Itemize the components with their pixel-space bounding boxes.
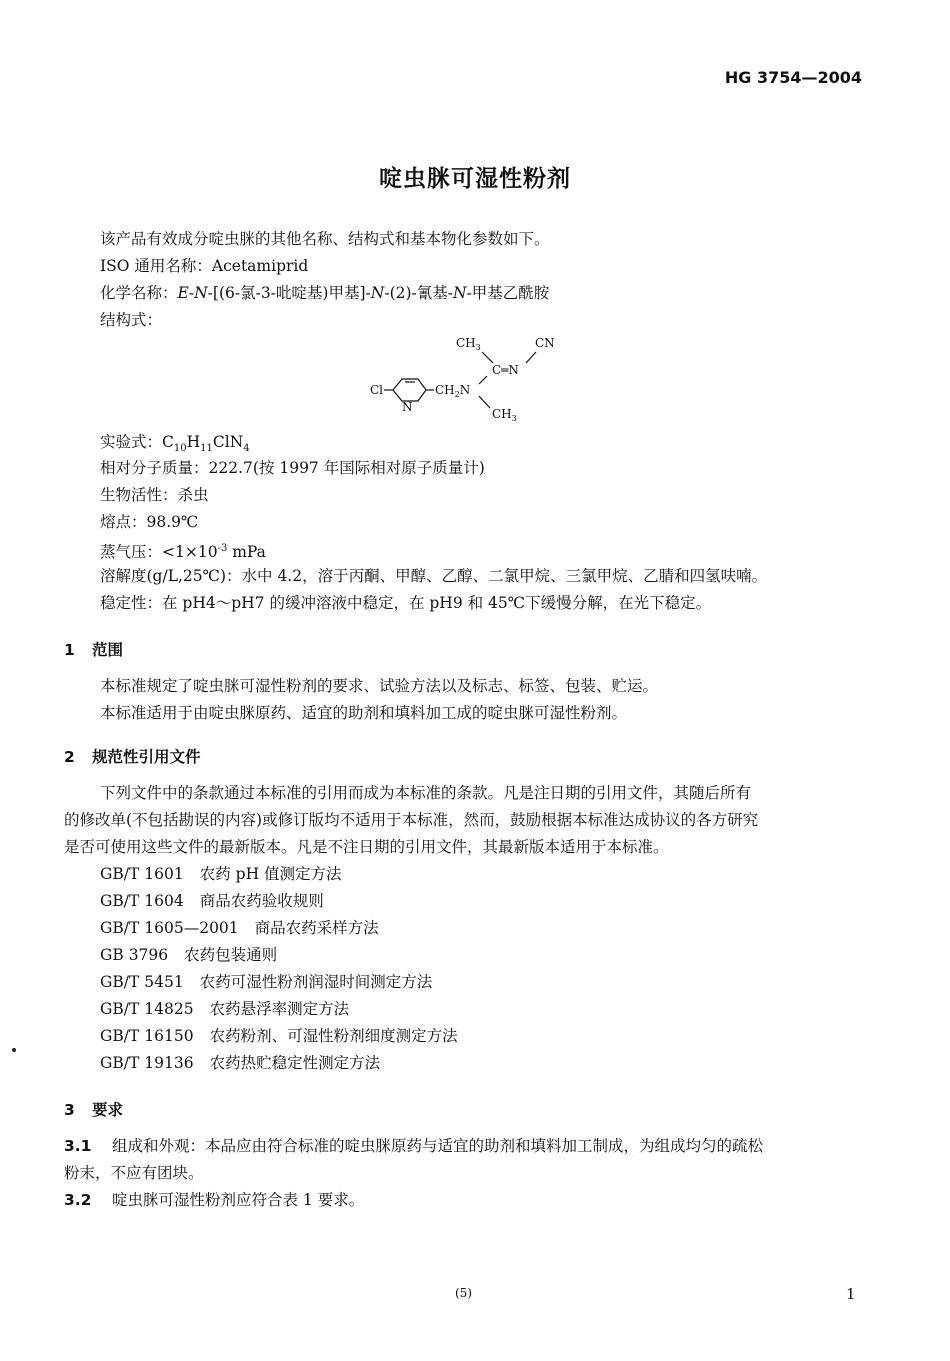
formula-label: 实验式：	[100, 433, 163, 451]
chem-mid: -[(6-氯-3-吡啶基)甲基]-	[207, 284, 371, 302]
section-3-num: 3	[64, 1101, 75, 1119]
chem-mid2: -(2)-氰基-	[384, 284, 453, 302]
section-3-title: 要求	[92, 1101, 124, 1119]
empirical-formula	[100, 432, 250, 459]
iso-name	[100, 256, 308, 276]
ref-title: 农药粉剂、可湿性粉剂细度测定方法	[209, 1027, 458, 1045]
ref-title: 农药热贮稳定性测定方法	[209, 1054, 381, 1072]
iso-label: ISO 通用名称：	[100, 257, 212, 275]
bond-n-ch3	[479, 396, 490, 408]
standard-number: HG 3754—2004	[724, 68, 862, 87]
formula-h-sub: 11	[200, 443, 213, 455]
ref-code: GB/T 14825	[100, 1000, 194, 1018]
ref-code: GB/T 1604	[100, 892, 184, 910]
formula-rest: ClN	[212, 433, 244, 451]
ref-title: 商品农药验收规则	[199, 892, 324, 910]
section-2-line1: 下列文件中的条款通过本标准的引用而成为本标准的条款。凡是注日期的引用文件，其随后所有	[100, 784, 752, 802]
ref-code: GB/T 16150	[100, 1027, 194, 1045]
section-2-title: 规范性引用文件	[92, 748, 201, 766]
chemical-name	[100, 283, 549, 303]
chem-n3: N	[453, 284, 467, 302]
ref-title: 农药悬浮率测定方法	[209, 1000, 350, 1018]
bond-c-n	[479, 376, 487, 384]
ch3-top: $CH_3$	[456, 336, 481, 352]
structure-label: 结构式：	[100, 311, 163, 329]
ref-item	[100, 1053, 380, 1073]
melting-point: 熔点：98.9℃	[100, 513, 199, 531]
clause-3-2-text: 啶虫脒可湿性粉剂应符合表 1 要求。	[112, 1191, 365, 1209]
ref-title: 农药包装通则	[184, 946, 278, 964]
molecular-weight: 相对分子质量：222.7(按 1997 年国际相对原子质量计)	[100, 459, 485, 477]
formula-n-sub: 4	[243, 443, 250, 455]
stability: 稳定性：在 pH4～pH7 的缓冲溶液中稳定，在 pH9 和 45℃下缓慢分解，在光下稳定。	[100, 594, 712, 612]
ref-item	[100, 945, 277, 965]
bond-ch3-c	[482, 352, 493, 363]
vp-label: 蒸气压：<1×10	[100, 543, 218, 562]
section-1-heading	[64, 638, 123, 660]
section-2-num: 2	[64, 748, 75, 766]
solubility: 溶解度(g/L,25℃)：水中 4.2，溶于丙酮、甲醇、乙醇、二氯甲烷、三氯甲烷、乙腈和四氢呋喃。	[100, 567, 768, 585]
section-1-p1: 本标准规定了啶虫脒可湿性粉剂的要求、试验方法以及标志、标签、包装、贮运。	[100, 677, 659, 695]
c-eq-n: C═N	[492, 363, 519, 377]
clause-3-1-num: 3.1	[64, 1137, 92, 1155]
ref-item	[100, 999, 349, 1019]
clause-3-1	[64, 1136, 763, 1156]
chem-n1: N	[194, 284, 208, 302]
clause-3-2	[64, 1190, 364, 1210]
intro-lead: 该产品有效成分啶虫脒的其他名称、结构式和基本物化参数如下。	[100, 230, 550, 248]
ref-item	[100, 891, 324, 911]
ref-title: 农药 pH 值测定方法	[199, 865, 342, 883]
ch2n-group: $CH_2N$	[435, 383, 471, 399]
cl-atom: Cl	[370, 383, 384, 397]
clause-3-1-line1: 组成和外观：本品应由符合标准的啶虫脒原药与适宜的助剂和填料加工制成，为组成均匀的疏松	[112, 1137, 764, 1155]
scan-speck	[12, 1048, 16, 1052]
ref-title: 商品农药采样方法	[254, 919, 379, 937]
cn-group: CN	[535, 336, 555, 350]
section-1-num: 1	[64, 641, 75, 659]
chem-n2: N	[370, 284, 385, 302]
ref-item	[100, 864, 342, 884]
footer-center-number: (5)	[455, 1286, 472, 1300]
section-1-p2: 本标准适用于由啶虫脒原药、适宜的助剂和填料加工成的啶虫脒可湿性粉剂。	[100, 704, 628, 722]
chem-dash: -	[188, 284, 195, 302]
section-3-heading	[64, 1098, 123, 1120]
bio-activity: 生物活性：杀虫	[100, 486, 209, 504]
ref-item	[100, 1026, 458, 1046]
chem-e: E	[177, 284, 189, 302]
chem-label: 化学名称：	[100, 284, 178, 302]
ref-item	[100, 918, 379, 938]
ref-code: GB/T 19136	[100, 1054, 194, 1072]
page-number: 1	[846, 1285, 856, 1303]
vp-exp: -3	[217, 543, 228, 554]
ref-code: GB 3796	[100, 946, 169, 964]
ref-code: GB/T 1605—2001	[100, 919, 239, 937]
section-2-line2: 的修改单(不包括勘误的内容)或修订版均不适用于本标准，然而，鼓励根据本标准达成协议的各方研究	[64, 811, 759, 829]
iso-value: Acetamiprid	[211, 257, 309, 275]
chem-end: -甲基乙酰胺	[466, 284, 550, 302]
ref-title: 农药可湿性粉剂润湿时间测定方法	[199, 973, 433, 991]
ref-code: GB/T 5451	[100, 973, 184, 991]
clause-3-1-line2: 粉末，不应有团块。	[64, 1164, 204, 1182]
document-title: 啶虫脒可湿性粉剂	[379, 166, 571, 192]
ch3-bottom: $CH_3$	[492, 407, 517, 423]
ref-item	[100, 972, 432, 992]
formula-c: C	[162, 433, 174, 451]
section-1-title: 范围	[92, 641, 124, 659]
section-2-heading	[64, 745, 201, 767]
ring-n: N	[402, 400, 413, 414]
formula-h: H	[186, 433, 201, 451]
section-2-line3: 是否可使用这些文件的最新版本。凡是不注日期的引用文件，其最新版本适用于本标准。	[64, 838, 669, 856]
structural-formula	[360, 328, 580, 428]
vapor-pressure	[100, 539, 266, 562]
clause-3-2-num: 3.2	[64, 1191, 92, 1209]
formula-c-sub: 10	[173, 443, 187, 455]
vp-unit: mPa	[227, 543, 266, 562]
ref-code: GB/T 1601	[100, 865, 184, 883]
bond-cn-n	[526, 352, 536, 363]
